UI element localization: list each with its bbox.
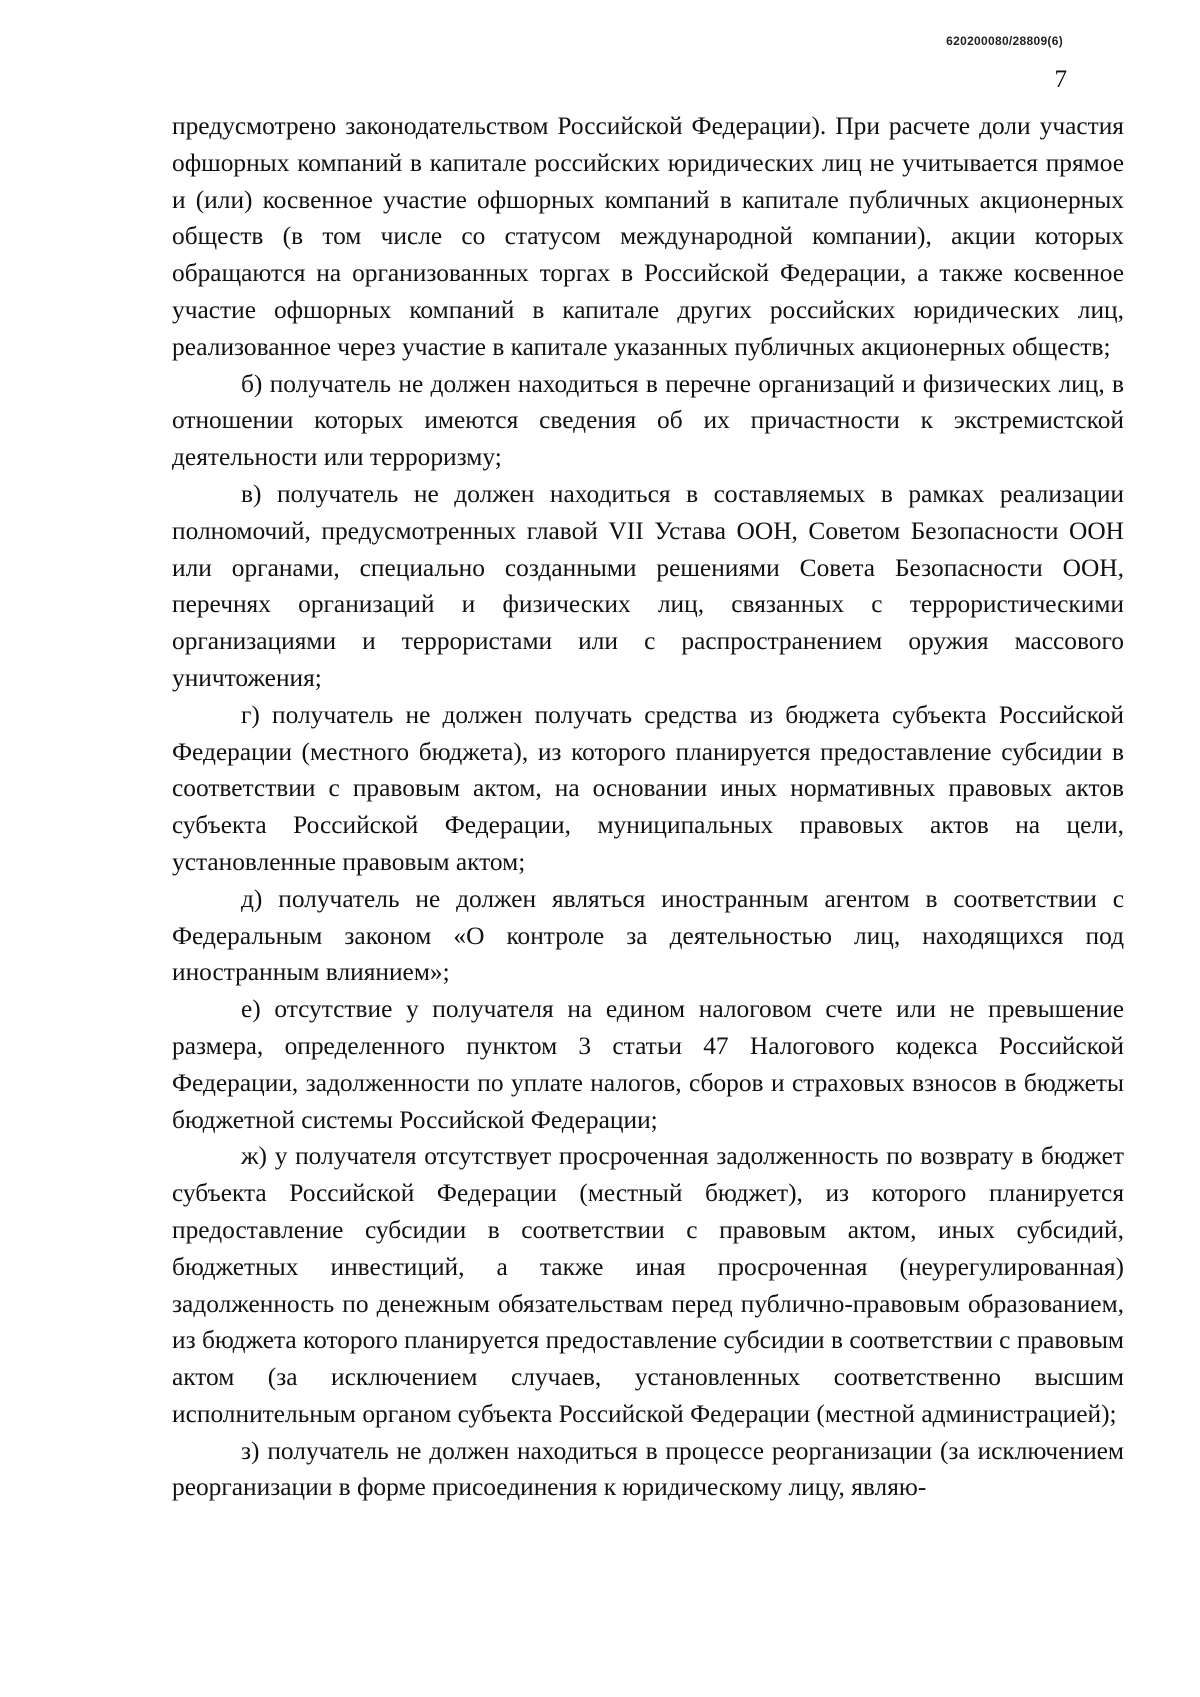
paragraph-item-e: е) отсутствие у получателя на едином налоговом счете или не превышение размера, определенного пунктом 3 статьи 47 Налогового кодекса Российской Федерации, задолженности по уплате налогов, сборов и страховых взносов в бюджеты бюджетной системы Российской Федерации; [172,995,1124,1134]
document-id: 620200080/28809(6) [946,34,1063,48]
paragraph-item-g: г) получатель не должен получать средства из бюджета субъекта Российской Федерации (местного бюджета), из которого планируется предоставление субсидии в соответствии с правовым актом, на основании иных нормативных правовых актов субъекта Российской Федерации, муниципальных правовых актов на цели, установленные правовым актом; [172,700,1124,876]
paragraph-item-d: д) получатель не должен являться иностранным агентом в соответствии с Федеральным законом «О контроле за деятельностью лиц, находящихся под иностранным влиянием»; [172,884,1124,987]
paragraph-item-zh: ж) у получателя отсутствует просроченная задолженность по возврату в бюджет субъекта Российской Федерации (местный бюджет), из которого планируется предоставление субсидии в соответствии с правовым актом, иных субсидий, бюджетных инвестиций, а также иная просроченная (неурегулированная) задолженность по денежным обязательствам перед публично-правовым образованием, из бюджета которого планируется предоставление субсидии в соответствии с правовым актом (за исключением случаев, установленных соответственно высшим исполнительным органом субъекта Российской Федерации (местной администрацией); [172,1142,1124,1428]
page-number: 7 [1054,66,1067,93]
paragraph-continuation: предусмотрено законодательством Российской Федерации). При расчете доли участия офшорных компаний в капитале российских юридических лиц не учитывается прямое и (или) косвенное участие офшорных компаний в капитале публичных акционерных обществ (в том числе со статусом международной компании), акции которых обращаются на организованных торгах в Российской Федерации, а также косвенное участие офшорных компаний в капитале других российских юридических лиц, реализованное через участие в капитале указанных публичных акционерных обществ; [172,112,1124,361]
paragraph-item-z: з) получатель не должен находиться в процессе реорганизации (за исключением реорганизации в форме присоединения к юридическому лицу, являю- [172,1436,1124,1502]
paragraph-item-b: б) получатель не должен находиться в перечне организаций и физических лиц, в отношении которых имеются сведения об их причастности к экстремистской деятельности или терроризму; [172,369,1124,472]
document-body [172,108,1124,1506]
paragraph-item-v: в) получатель не должен находиться в составляемых в рамках реализации полномочий, предусмотренных главой VII Устава ООН, Советом Безопасности ООН или органами, специально созданными решениями Совета Безопасности ООН, перечнях организаций и физических лиц, связанных с террористическими организациями и террористами или с распространением оружия массового уничтожения; [172,479,1124,692]
